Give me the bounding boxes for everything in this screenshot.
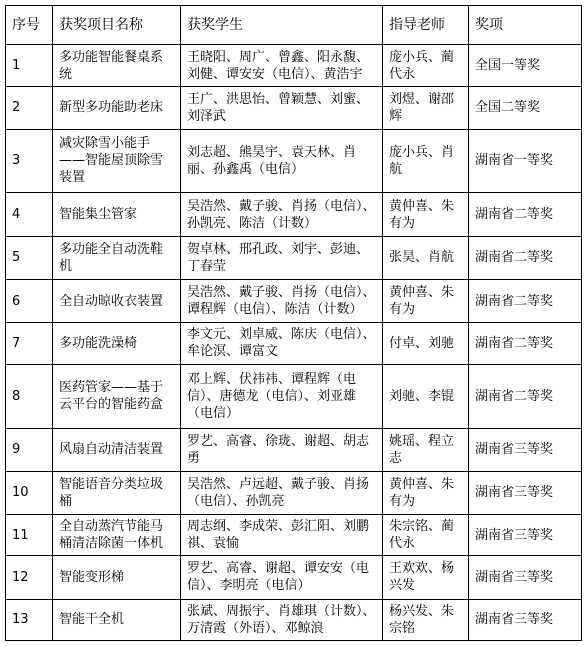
- cell-teacher: 张昊、肖航: [383, 236, 469, 279]
- cell-seq: 7: [6, 323, 53, 364]
- cell-project: 风扇自动清洁装置: [53, 428, 181, 471]
- table-body: [6, 45, 582, 641]
- cell-seq: 12: [6, 556, 53, 599]
- table-row: [6, 471, 582, 514]
- cell-project: 智能变形梯: [53, 556, 181, 599]
- cell-seq: 9: [6, 428, 53, 471]
- header-teacher: 指导老师: [383, 6, 469, 45]
- cell-project: 多功能全自动洗鞋机: [53, 236, 181, 279]
- cell-project: 减灾除雪小能手——智能屋顶除雪装置: [53, 129, 181, 193]
- cell-award: 湖南省二等奖: [469, 323, 582, 364]
- cell-project: 医药管家——基于云平台的智能药盒: [53, 364, 181, 428]
- table-row: [6, 45, 582, 87]
- cell-teacher: 朱宗铭、蔺代永: [383, 515, 469, 556]
- cell-teacher: 黄仲喜、朱有为: [383, 193, 469, 236]
- cell-seq: 1: [6, 45, 53, 87]
- cell-students: 吴浩然、卢远超、戴子骏、肖扬（电信）、孙凯亮: [181, 471, 383, 514]
- cell-award: 湖南省三等奖: [469, 428, 582, 471]
- table-row: [6, 515, 582, 556]
- cell-seq: 8: [6, 364, 53, 428]
- table-row: [6, 428, 582, 471]
- cell-project: 智能集尘管家: [53, 193, 181, 236]
- cell-seq: 5: [6, 236, 53, 279]
- table-row: [6, 599, 582, 640]
- header-project: 获奖项目名称: [53, 6, 181, 45]
- cell-students: 贺卓林、邢孔政、刘宇、彭迪、丁春莹: [181, 236, 383, 279]
- cell-award: 湖南省三等奖: [469, 599, 582, 640]
- cell-teacher: 黄仲喜、朱有为: [383, 471, 469, 514]
- cell-students: 罗艺、高睿、谢超、谭安安（电信）、李明亮（电信）: [181, 556, 383, 599]
- cell-seq: 10: [6, 471, 53, 514]
- cell-teacher: 付卓、刘驰: [383, 323, 469, 364]
- awards-table: [5, 5, 582, 641]
- table-row: [6, 364, 582, 428]
- cell-teacher: 黄仲喜、朱有为: [383, 280, 469, 323]
- cell-award: 湖南省二等奖: [469, 193, 582, 236]
- table-row: [6, 556, 582, 599]
- table-header-row: [6, 6, 582, 45]
- cell-award: 湖南省三等奖: [469, 471, 582, 514]
- cell-students: 周志纲、李成荣、彭汇阳、刘鹏祺、袁愉: [181, 515, 383, 556]
- cell-seq: 2: [6, 87, 53, 129]
- table-row: [6, 129, 582, 193]
- cell-students: 罗艺、高睿、徐珑、谢超、胡志勇: [181, 428, 383, 471]
- cell-teacher: 王欢欢、杨兴发: [383, 556, 469, 599]
- cell-project: 多功能洗澡椅: [53, 323, 181, 364]
- cell-project: 多功能智能餐桌系统: [53, 45, 181, 87]
- cell-students: 王广、洪思怡、曾颖慧、刘蜜、刘泽武: [181, 87, 383, 129]
- cell-students: 吴浩然、戴子骏、肖扬（电信）、谭程辉（电信）、陈洁（计数）: [181, 280, 383, 323]
- cell-seq: 3: [6, 129, 53, 193]
- cell-award: 湖南省三等奖: [469, 515, 582, 556]
- cell-seq: 11: [6, 515, 53, 556]
- cell-teacher: 姚瑶、程立志: [383, 428, 469, 471]
- cell-students: 张斌、周振宇、肖雄琪（计数）、万清霞（外语）、邓鲸浪: [181, 599, 383, 640]
- header-award: 奖项: [469, 6, 582, 45]
- cell-award: 湖南省二等奖: [469, 280, 582, 323]
- cell-seq: 6: [6, 280, 53, 323]
- cell-award: 湖南省一等奖: [469, 129, 582, 193]
- table-row: [6, 193, 582, 236]
- cell-students: 李文元、刘卓威、陈庆（电信）、牟论溟、谭富文: [181, 323, 383, 364]
- cell-students: 邓上辉、伏祎祎、谭程辉（电信）、唐德龙（电信）、刘亚雄（电信）: [181, 364, 383, 428]
- cell-students: 吴浩然、戴子骏、肖扬（电信）、孙凯亮、陈洁（计数）: [181, 193, 383, 236]
- cell-project: 智能干全机: [53, 599, 181, 640]
- cell-award: 湖南省三等奖: [469, 556, 582, 599]
- cell-teacher: 庞小兵、蔺代永: [383, 45, 469, 87]
- cell-teacher: 刘驰、李锟: [383, 364, 469, 428]
- cell-teacher: 庞小兵、肖航: [383, 129, 469, 193]
- cell-seq: 4: [6, 193, 53, 236]
- table-row: [6, 236, 582, 279]
- table-row: [6, 87, 582, 129]
- table-row: [6, 280, 582, 323]
- cell-project: 全自动蒸汽节能马桶清洁除菌一体机: [53, 515, 181, 556]
- cell-award: 湖南省二等奖: [469, 364, 582, 428]
- cell-students: 王晓阳、周广、曾鑫、阳永馥、刘健、谭安安（电信）、黄浩宇: [181, 45, 383, 87]
- cell-seq: 13: [6, 599, 53, 640]
- cell-project: 全自动晾收衣装置: [53, 280, 181, 323]
- cell-project: 智能语音分类垃圾桶: [53, 471, 181, 514]
- cell-award: 湖南省二等奖: [469, 236, 582, 279]
- cell-award: 全国一等奖: [469, 45, 582, 87]
- table-row: [6, 323, 582, 364]
- cell-project: 新型多功能助老床: [53, 87, 181, 129]
- header-students: 获奖学生: [181, 6, 383, 45]
- cell-award: 全国二等奖: [469, 87, 582, 129]
- cell-students: 刘志超、熊昊宇、袁天林、肖丽、孙鑫禹（电信）: [181, 129, 383, 193]
- cell-teacher: 杨兴发、朱宗铭: [383, 599, 469, 640]
- header-seq: 序号: [6, 6, 53, 45]
- cell-teacher: 刘煜、谢邵辉: [383, 87, 469, 129]
